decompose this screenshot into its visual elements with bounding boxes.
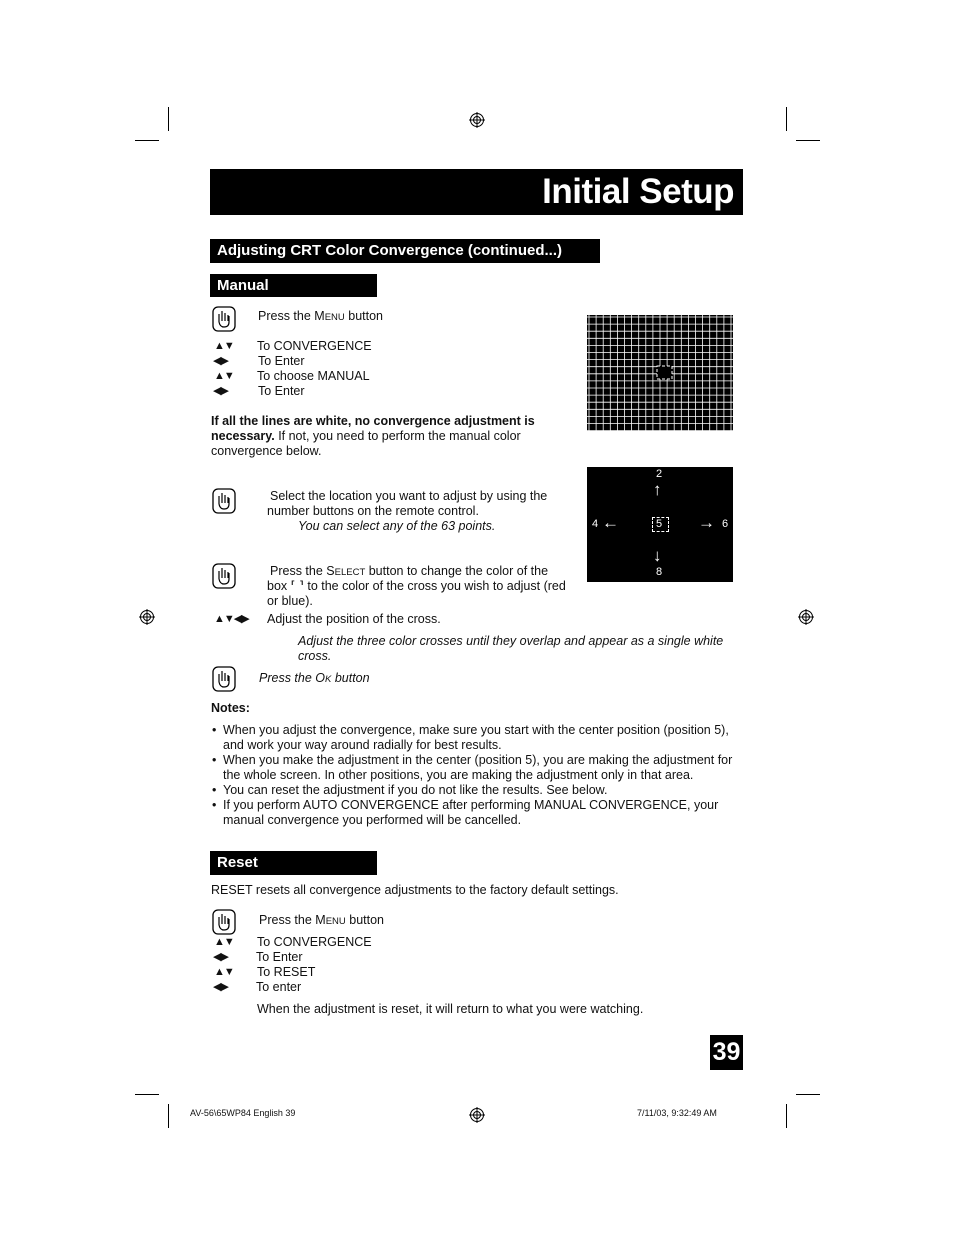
reset-heading [210,851,377,875]
text-part: ENU [325,916,346,927]
note-line: If you perform AUTO CONVERGENCE after performing MANUAL CONVERGENCE, your [223,798,719,812]
step-text: To CONVERGENCE [257,339,372,353]
text-part: If not, you need to perform the manual color [274,429,521,443]
remote-hand-icon [212,306,236,332]
dashed-box-icon: ⸢ ⸣ [290,579,304,593]
reset-step-text: To Enter [256,950,303,964]
arrow-left-icon: ← [602,513,619,532]
crop-mark [796,140,820,141]
arrow-up-icon: ↑ [653,480,662,499]
page-number: 39 [710,1035,743,1070]
press-menu-text [258,309,383,325]
arrow-up-down-icon: ▲▼ [214,936,234,948]
position-label-4: 4 [592,518,599,530]
remote-hand-icon [212,488,236,514]
note-line: and work your way around radially for best results. [223,738,502,752]
registration-mark-icon [798,609,814,625]
arrow-up-down-icon: ▲▼ [214,340,234,352]
bullet-icon: • [212,783,217,797]
page-title: Initial Setup [542,172,734,211]
manual-heading-text: Manual [217,277,269,294]
crop-mark [168,107,169,131]
reset-intro-text: RESET resets all convergence adjustments to the factory default settings. [211,883,619,897]
crop-mark [786,1104,787,1128]
position-label-5: 5 [656,518,663,530]
press-menu-text [259,913,384,929]
white-lines-para [211,414,535,429]
press-select-text [267,579,566,594]
remote-hand-icon [212,909,236,935]
reset-heading-text: Reset [217,854,258,871]
white-lines-para [211,429,521,444]
remote-hand-icon [212,563,236,589]
footer-left: AV-56\65WP84 English 39 [190,1108,296,1118]
step-text: To choose MANUAL [257,369,370,383]
select-location-text: Select the location you want to adjust by using the [270,489,548,503]
text-part: ENU [324,312,345,323]
press-ok-text [259,671,370,687]
select-location-text: number buttons on the remote control. [267,504,479,518]
section-heading-text: Adjusting CRT Color Convergence (continued...) [217,242,562,259]
note-line: manual convergence you performed will be cancelled. [223,813,522,827]
bullet-icon: • [212,723,217,737]
step-text: To Enter [258,384,305,398]
bullet-icon: • [212,798,217,812]
press-select-text: or blue). [267,594,313,608]
text-part: to the color of the cross you wish to adjust (red [303,579,566,593]
bullet-icon: • [212,753,217,767]
section-heading [210,239,600,263]
registration-mark-icon [139,609,155,625]
arrow-down-icon: ↓ [653,546,662,565]
select-note-text: You can select any of the 63 points. [298,519,496,533]
crop-mark [786,107,787,131]
manual-heading [210,274,377,297]
text-part: ELECT [334,567,366,578]
text-part: button [345,913,384,927]
overlap-note-text: Adjust the three color crosses until they overlap and appear as a single white [298,634,724,648]
text-part: necessary. [211,429,275,443]
text-part: button [331,671,370,685]
convergence-grid-screen [587,315,733,431]
arrow-left-right-icon: ◀▶ [213,385,228,397]
position-label-8: 8 [656,566,663,578]
reset-step-text: To CONVERGENCE [257,935,372,949]
registration-mark-icon [469,112,485,128]
grid-cursor-box [657,366,672,379]
crop-mark [168,1104,169,1128]
overlap-note-text: cross. [298,649,332,663]
reset-step-text: To RESET [257,965,316,979]
footer-right: 7/11/03, 9:32:49 AM [637,1108,717,1118]
text-part: button [344,309,383,323]
position-label-6: 6 [722,518,729,530]
text-part: M [315,913,326,927]
reset-step-text: To enter [256,980,302,994]
text-part: S [326,564,335,578]
arrow-left-right-icon: ◀▶ [213,355,228,367]
text-part: Press the [259,671,316,685]
note-line: When you adjust the convergence, make sure you start with the center position (position 5), [223,723,729,737]
text-part: Press the [258,309,315,323]
arrow-left-right-icon: ◀▶ [213,981,228,993]
registration-mark-icon [469,1107,485,1123]
press-select-text [270,564,548,580]
note-line: You can reset the adjustment if you do not like the results. See below. [223,783,608,797]
step-text: To Enter [258,354,305,368]
arrow-up-down-icon: ▲▼ [214,966,234,978]
text-part: box [267,579,291,593]
note-line: the whole screen. In other positions, you are making the adjustment only in that area. [223,768,694,782]
text-part: If all the lines are white, no convergence adjustment is [211,414,535,428]
arrow-left-right-icon: ◀▶ [213,951,228,963]
page-title-bar [210,169,743,215]
text-part: O [315,671,326,685]
text-part: Press the [270,564,327,578]
position-diagram-screen [587,467,733,582]
remote-hand-icon [212,666,236,692]
text-part: Press the [259,913,316,927]
position-label-2: 2 [656,468,663,480]
crop-mark [135,140,159,141]
notes-heading [211,701,250,716]
arrow-all-directions-icon: ▲▼◀▶ [214,613,249,625]
text-part: K [325,674,332,685]
note-line: When you make the adjustment in the center (position 5), you are making the adjustment for [223,753,733,767]
reset-result-text: When the adjustment is reset, it will return to what you were watching. [257,1002,644,1016]
white-lines-para: convergence below. [211,444,322,458]
arrow-right-icon: → [698,513,715,532]
crop-mark [135,1094,159,1095]
text-part: M [314,309,325,323]
crop-mark [796,1094,820,1095]
adjust-position-text: Adjust the position of the cross. [267,612,441,626]
text-part: Notes: [211,701,250,715]
text-part: button to change the color of the [365,564,549,578]
arrow-up-down-icon: ▲▼ [214,370,234,382]
